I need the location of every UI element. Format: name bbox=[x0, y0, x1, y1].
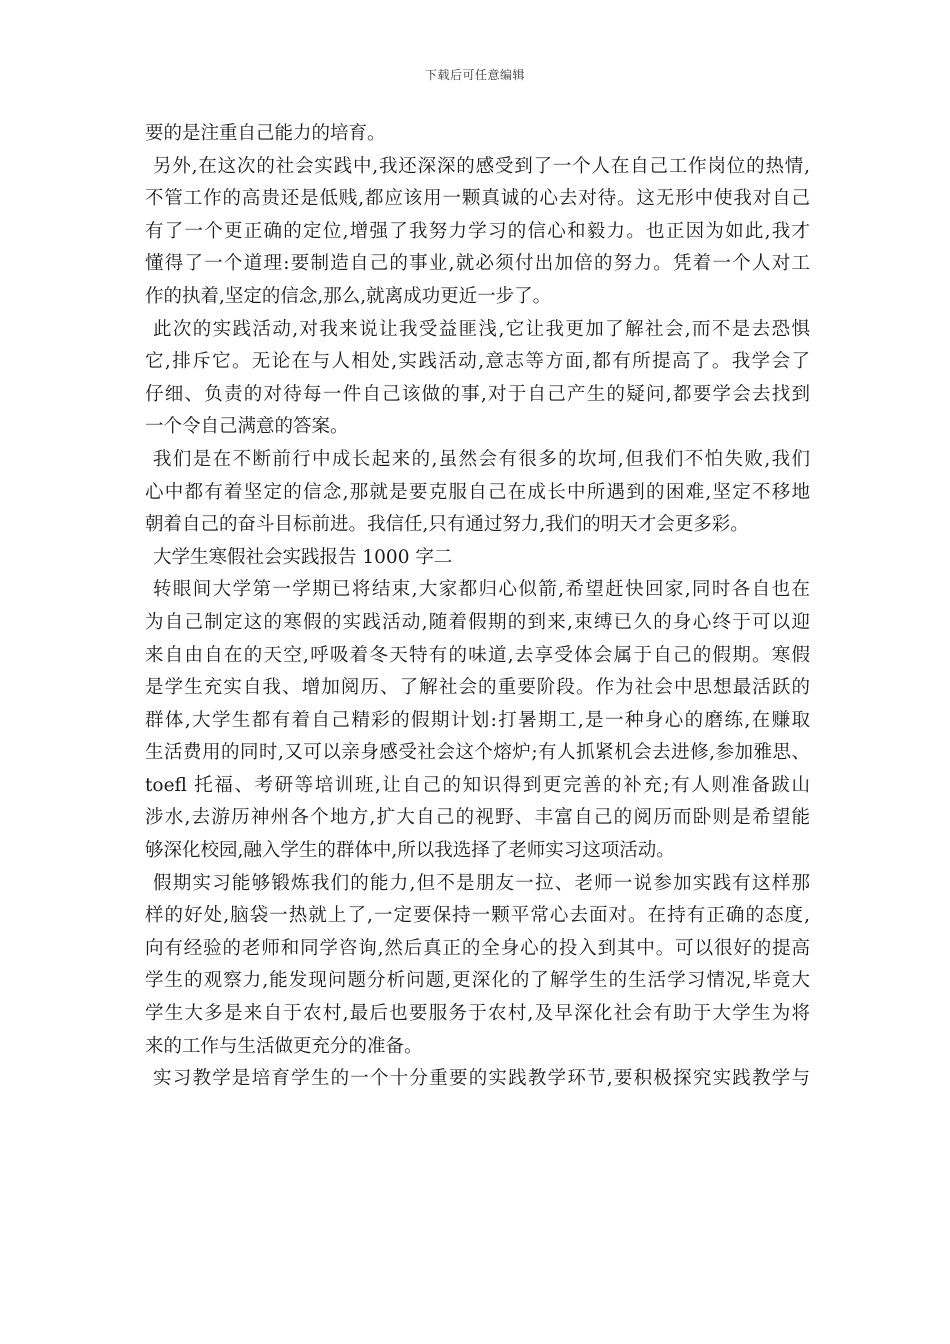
text-line: 涉水,去游历神州各个地方,扩大自己的视野、丰富自己的阅历而卧则是希望能 bbox=[145, 807, 810, 829]
text-line: 实习教学是培育学生的一个十分重要的实践教学环节,要积极探究实践教学与 bbox=[153, 1068, 810, 1090]
text-line: 朝着自己的奋斗目标前进。我信任,只有通过努力,我们的明天才会更多彩。 bbox=[145, 514, 749, 536]
page-header: 下载后可任意编辑 bbox=[424, 68, 525, 82]
text-line: 为自己制定这的寒假的实践活动,随着假期的到来,束缚已久的身心终于可以迎 bbox=[145, 611, 810, 633]
text-line: 生活费用的同时,又可以亲身感受社会这个熔炉;有人抓紧机会去进修,参加雅思、 bbox=[145, 742, 810, 764]
document-body bbox=[145, 118, 810, 1096]
text-line: 群体,大学生都有着自己精彩的假期计划:打暑期工,是一种身心的磨练,在赚取 bbox=[145, 709, 810, 731]
text-line: 一个令自己满意的答案。 bbox=[145, 416, 349, 438]
text-line: 来自由自在的天空,呼吸着冬天特有的味道,去享受体会属于自己的假期。寒假 bbox=[145, 644, 810, 666]
text-line: 够深化校园,融入学生的群体中,所以我选择了老师实习这项活动。 bbox=[145, 840, 675, 862]
text-line: 仔细、负责的对待每一件自己该做的事,对于自己产生的疑问,都要学会去找到 bbox=[145, 383, 810, 405]
text-line: 作的执着,坚定的信念,那么,就离成功更近一步了。 bbox=[145, 285, 552, 307]
text-line: 假期实习能够锻炼我们的能力,但不是朋友一拉、老师一说参加实践有这样那 bbox=[153, 872, 810, 894]
text-line: 学生大多是来自于农村,最后也要服务于农村,及早深化社会有助于大学生为将 bbox=[145, 1003, 810, 1025]
text-line: 有了一个更正确的定位,增强了我努力学习的信心和毅力。也正因为如此,我才 bbox=[145, 220, 810, 242]
text-line: 此次的实践活动,对我来说让我受益匪浅,它让我更加了解社会,而不是去恐惧 bbox=[153, 318, 810, 340]
text-line: 它,排斥它。无论在与人相处,实践活动,意志等方面,都有所提高了。我学会了 bbox=[145, 351, 810, 373]
text-line: 我们是在不断前行中成长起来的,虽然会有很多的坎坷,但我们不怕失败,我们 bbox=[153, 448, 810, 470]
text-line: 不管工作的高贵还是低贱,都应该用一颗真诚的心去对待。这无形中使我对自己 bbox=[145, 188, 810, 210]
text-line: 样的好处,脑袋一热就上了,一定要保持一颗平常心去面对。在持有正确的态度, bbox=[145, 905, 810, 927]
text-line: 大学生寒假社会实践报告 1000 字二 bbox=[153, 546, 453, 568]
text-line: 是学生充实自我、增加阅历、了解社会的重要阶段。作为社会中思想最活跃的 bbox=[145, 677, 810, 699]
text-line: 学生的观察力,能发现问题分析问题,更深化的了解学生的生活学习情况,毕竟大 bbox=[145, 970, 810, 992]
text-line: 来的工作与生活做更充分的准备。 bbox=[145, 1035, 423, 1057]
text-line: 心中都有着坚定的信念,那就是要克服自己在成长中所遇到的困难,坚定不移地 bbox=[145, 481, 810, 503]
text-line: 懂得了一个道理:要制造自己的事业,就必须付出加倍的努力。凭着一个人对工 bbox=[145, 253, 810, 275]
text-line: 转眼间大学第一学期已将结束,大家都归心似箭,希望赶快回家,同时各自也在 bbox=[153, 579, 810, 601]
text-line: 向有经验的老师和同学咨询,然后真正的全身心的投入到其中。可以很好的提高 bbox=[145, 937, 810, 959]
text-line: toefl 托福、考研等培训班,让自己的知识得到更完善的补充;有人则准备跋山 bbox=[145, 774, 810, 796]
text-line: 另外,在这次的社会实践中,我还深深的感受到了一个人在自己工作岗位的热情, bbox=[153, 155, 810, 177]
text-line: 要的是注重自己能力的培育。 bbox=[145, 123, 386, 144]
